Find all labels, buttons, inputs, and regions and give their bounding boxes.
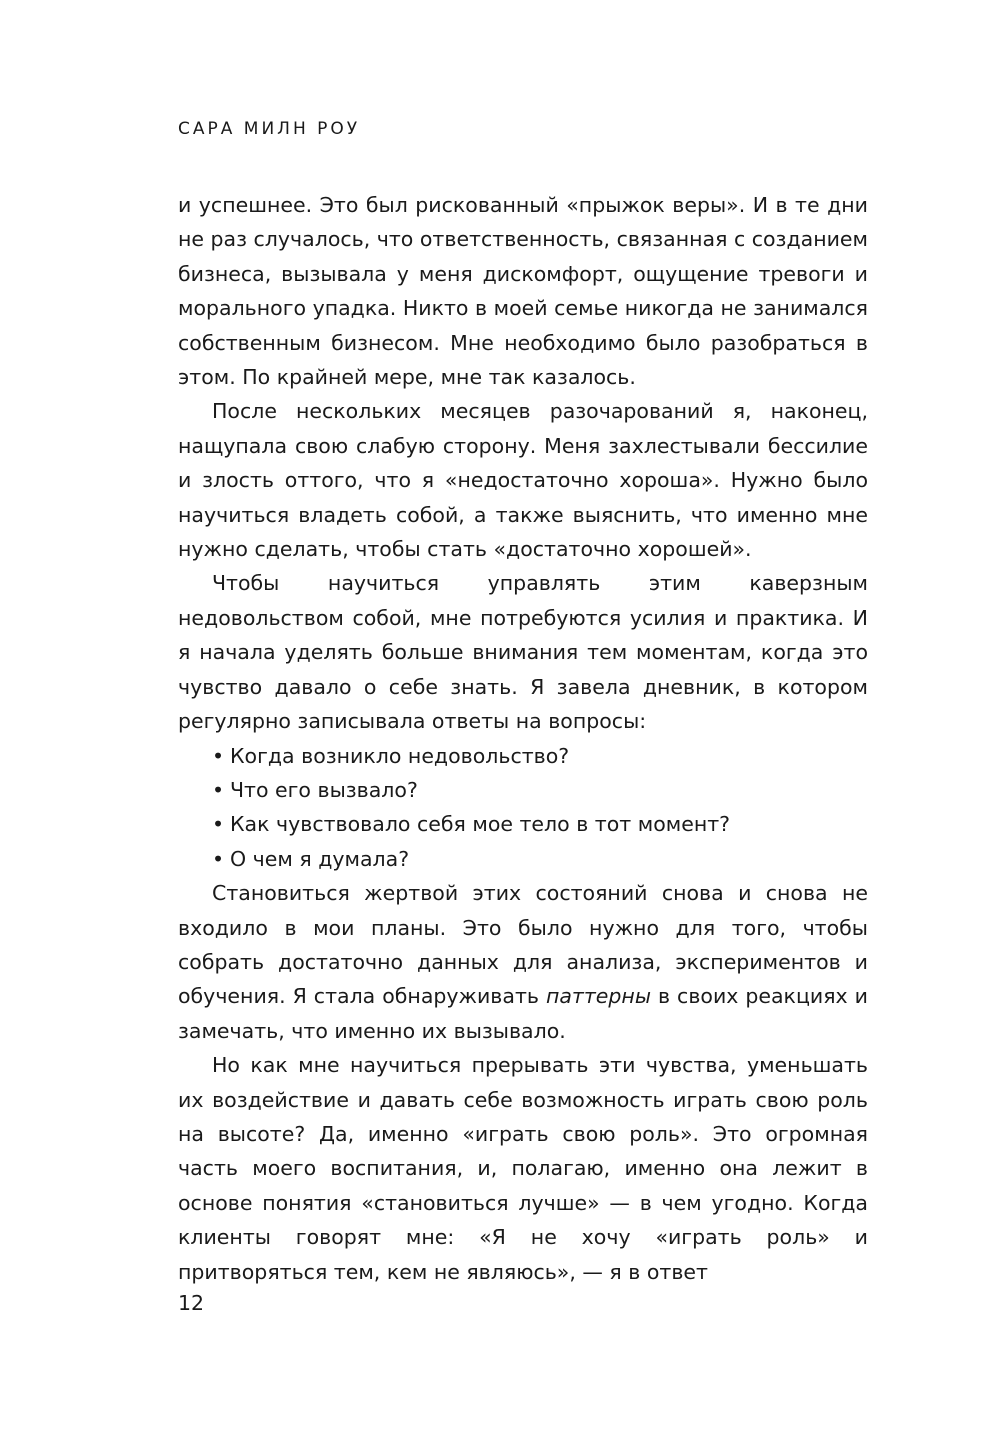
paragraph	[178, 876, 868, 1048]
bullet-icon: •	[212, 812, 225, 837]
list-item-text: Что его вызвало?	[230, 777, 418, 802]
list-item-text: О чем я думала?	[230, 846, 410, 871]
bullet-icon: •	[212, 846, 225, 871]
emphasis-text: паттерны	[545, 984, 652, 1009]
list-item	[212, 773, 868, 807]
paragraph-text: в своих реакциях и замечать, что именно их вызывало.	[178, 984, 868, 1043]
bullet-icon: •	[212, 777, 225, 802]
page-number: 12	[178, 1291, 205, 1315]
list-item	[212, 739, 868, 773]
paragraph-text: Становиться жертвой этих состояний снова и снова не входило в мои планы. Это было нужно для того, чтобы собрать достаточно данных для анализа, экспериментов и обучения. Я стала обнаруживать	[178, 881, 868, 1009]
running-head: САРА МИЛН РОУ	[178, 119, 361, 139]
body-text	[178, 188, 868, 1289]
question-list	[178, 739, 868, 877]
list-item	[212, 842, 868, 876]
paragraph: После нескольких месяцев разочарований я, наконец, нащупала свою слабую сторону. Меня захлестывали бессилие и злость оттого, что я «недостаточно хороша». Нужно было научиться владеть собой, а также выяснить, что именно мне нужно сделать, чтобы стать «достаточно хорошей».	[178, 399, 868, 562]
bullet-icon: •	[212, 743, 225, 768]
list-item-text: Как чувствовало себя мое тело в тот момент?	[230, 812, 731, 837]
paragraph: Но как мне научиться прерывать эти чувства, уменьшать их воздействие и давать себе возможность играть свою роль на высоте? Да, именно «играть свою роль». Это огромная часть моего воспитания, и, полагаю, именно она лежит в основе понятия «становиться лучше» — в чем угодно. Когда клиенты говорят мне: «Я не хочу «играть роль» и притворяться тем, кем не являюсь», — я в ответ	[178, 1053, 868, 1284]
list-item	[212, 807, 868, 841]
paragraph: Чтобы научиться управлять этим каверзным недовольством собой, мне потребуются усилия и практика. И я начала уделять больше внимания тем моментам, когда это чувство давало о себе знать. Я завела дневник, в котором регулярно записывала ответы на вопросы:	[178, 571, 868, 734]
list-item-text: Когда возникло недовольство?	[230, 743, 570, 768]
paragraph: и успешнее. Это был рискованный «прыжок веры». И в те дни не раз случалось, что ответственность, связанная с созданием бизнеса, вызывала у меня дискомфорт, ощущение тревоги и морального упадка. Никто в моей семье никогда не занимался собственным бизнесом. Мне необходимо было разобраться в этом. По крайней мере, мне так казалось.	[178, 193, 868, 390]
